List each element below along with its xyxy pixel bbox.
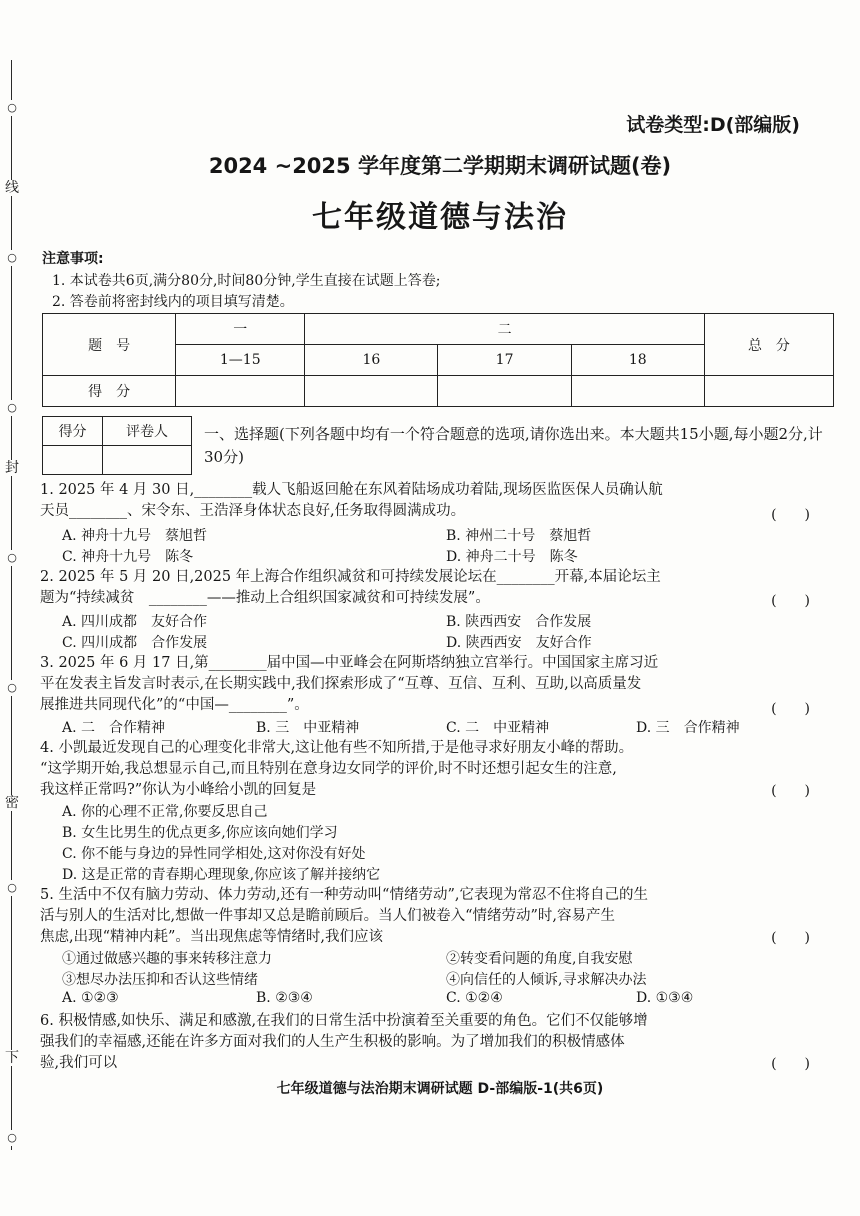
question-1 — [40, 480, 836, 522]
score-cell[interactable] — [704, 376, 833, 407]
paper-type-label: 试卷类型:D(部编版) — [626, 114, 800, 136]
option-c: C. 你不能与身边的异性同学相处,这对你没有好处 — [62, 846, 366, 862]
option-d: D. 三 合作精神 — [636, 720, 740, 736]
question-6 — [40, 1011, 836, 1074]
section-one-header: 一 — [176, 314, 305, 345]
binding-margin — [0, 60, 24, 1150]
question-line: 3. 2025 年 6 月 17 日,第________届中国—中亚峰会在阿斯塔纳独立宫举行。中国国家主席习近 — [40, 655, 659, 671]
binding-hole: ○ — [4, 680, 20, 696]
page-footer: 七年级道德与法治期末调研试题 D-部编版-1(共6页) — [276, 1081, 604, 1097]
option-c: C. 神舟十九号 陈冬 — [62, 549, 194, 565]
answer-bracket[interactable]: ( ) — [771, 507, 810, 523]
binding-hole: ○ — [4, 400, 20, 416]
answer-bracket[interactable]: ( ) — [771, 1056, 810, 1072]
col-17: 17 — [438, 345, 571, 376]
grader-score-cell[interactable] — [43, 446, 103, 475]
option-c: C. ①②④ — [446, 990, 503, 1006]
option-b: B. 陕西西安 合作发展 — [446, 614, 592, 630]
question-4 — [40, 738, 836, 801]
question-line: 验,我们可以 — [40, 1055, 118, 1071]
option-a: A. 神舟十九号 蔡旭哲 — [62, 528, 208, 544]
question-line: 焦虑,出现“精神内耗”。当出现焦虑等情绪时,我们应该 — [40, 929, 384, 945]
question-line: 强我们的幸福感,还能在许多方面对我们的人生产生积极的影响。为了增加我们的积极情感体 — [40, 1034, 625, 1050]
statement-3: ③想尽办法压抑和否认这些情绪 — [62, 972, 258, 988]
binding-mark-line: 线 — [5, 180, 19, 196]
binding-hole: ○ — [4, 550, 20, 566]
statement-4: ④向信任的人倾诉,寻求解决办法 — [446, 972, 647, 988]
option-d: D. 陕西西安 友好合作 — [446, 635, 592, 651]
binding-hole: ○ — [4, 1130, 20, 1146]
binding-hole: ○ — [4, 880, 20, 896]
col-18: 18 — [571, 345, 704, 376]
score-table — [42, 313, 834, 407]
score-cell[interactable] — [571, 376, 704, 407]
question-3 — [40, 653, 836, 716]
question-line: 展推进共同现代化”的“中国—________”。 — [40, 697, 309, 713]
question-line: 我这样正常吗?”你认为小峰给小凯的回复是 — [40, 782, 317, 798]
score-cell[interactable] — [305, 376, 438, 407]
total-score-header: 总 分 — [704, 314, 833, 376]
score-cell[interactable] — [176, 376, 305, 407]
binding-mark-down: 下 — [5, 1050, 19, 1066]
option-c: C. 四川成都 合作发展 — [62, 635, 208, 651]
binding-mark-secret: 密 — [5, 795, 19, 811]
subject-title: 七年级道德与法治 — [312, 200, 568, 235]
question-5 — [40, 885, 836, 948]
question-line: 题为“持续减贫 ________——推动上合组织国家减贫和可持续发展”。 — [40, 590, 490, 606]
notice-item: 1. 本试卷共6页,满分80分,时间80分钟,学生直接在试题上答卷; — [52, 273, 441, 289]
grader-score-label: 得分 — [43, 417, 103, 446]
col-1-15: 1—15 — [176, 345, 305, 376]
option-a: A. 四川成都 友好合作 — [62, 614, 208, 630]
answer-bracket[interactable]: ( ) — [771, 701, 810, 717]
binding-hole: ○ — [4, 250, 20, 266]
question-line: 活与别人的生活对比,想做一件事却又总是瞻前顾后。当人们被卷入“情绪劳动”时,容易产生 — [40, 908, 616, 924]
score-cell[interactable] — [438, 376, 571, 407]
option-d: D. 神舟二十号 陈冬 — [446, 549, 578, 565]
question-line: 5. 生活中不仅有脑力劳动、体力劳动,还有一种劳动叫“情绪劳动”,它表现为常忍不住将自己的生 — [40, 887, 648, 903]
statement-1: ①通过做感兴趣的事来转移注意力 — [62, 951, 272, 967]
question-line: “这学期开始,我总想显示自己,而且特别在意身边女同学的评价,时不时还想引起女生的注意, — [40, 761, 617, 777]
grader-table — [42, 416, 192, 475]
question-line: 2. 2025 年 5 月 20 日,2025 年上海合作组织减贫和可持续发展论坛在________开幕,本届论坛主 — [40, 569, 661, 585]
option-a: A. ①②③ — [62, 990, 119, 1006]
option-a: A. 你的心理不正常,你要反思自己 — [62, 804, 268, 820]
question-line: 天员________、宋令东、王浩泽身体状态良好,任务取得圆满成功。 — [40, 503, 466, 519]
answer-bracket[interactable]: ( ) — [771, 783, 810, 799]
row-label-question-no: 题 号 — [43, 314, 176, 376]
option-d: D. ①③④ — [636, 990, 694, 1006]
option-c: C. 二 中亚精神 — [446, 720, 550, 736]
section-one-title: 一、选择题(下列各题中均有一个符合题意的选项,请你选出来。本大题共15小题,每小题2分,计30分) — [204, 425, 823, 466]
notice-item: 2. 答卷前将密封线内的项目填写清楚。 — [52, 294, 294, 310]
option-b: B. 女生比男生的优点更多,你应该向她们学习 — [62, 825, 338, 841]
option-a: A. 二 合作精神 — [62, 720, 166, 736]
answer-bracket[interactable]: ( ) — [771, 593, 810, 609]
statement-2: ②转变看问题的角度,自我安慰 — [446, 951, 633, 967]
section-two-header: 二 — [305, 314, 705, 345]
grader-name-label: 评卷人 — [103, 417, 192, 446]
col-16: 16 — [305, 345, 438, 376]
row-label-score: 得 分 — [43, 376, 176, 407]
binding-mark-seal: 封 — [5, 460, 19, 476]
exam-title: 2024 ~2025 学年度第二学期期末调研试题(卷) — [208, 154, 672, 178]
exam-page — [40, 0, 840, 1216]
option-b: B. ②③④ — [256, 990, 313, 1006]
notice-heading: 注意事项: — [42, 251, 104, 267]
grader-name-cell[interactable] — [103, 446, 192, 475]
option-b: B. 三 中亚精神 — [256, 720, 360, 736]
option-d: D. 这是正常的青春期心理现象,你应该了解并接纳它 — [62, 867, 381, 883]
question-line: 1. 2025 年 4 月 30 日,________载人飞船返回舱在东风着陆场成功着陆,现场医监医保人员确认航 — [40, 482, 663, 498]
binding-hole: ○ — [4, 100, 20, 116]
question-line: 平在发表主旨发言时表示,在长期实践中,我们探索形成了“互尊、互信、互利、互助,以高质量发 — [40, 676, 642, 692]
answer-bracket[interactable]: ( ) — [771, 930, 810, 946]
question-2 — [40, 567, 836, 609]
question-line: 4. 小凯最近发现自己的心理变化非常大,这让他有些不知所措,于是他寻求好朋友小峰的帮助。 — [40, 740, 634, 756]
question-line: 6. 积极情感,如快乐、满足和感激,在我们的日常生活中扮演着至关重要的角色。它们不仅能够增 — [40, 1013, 648, 1029]
option-b: B. 神州二十号 蔡旭哲 — [446, 528, 592, 544]
